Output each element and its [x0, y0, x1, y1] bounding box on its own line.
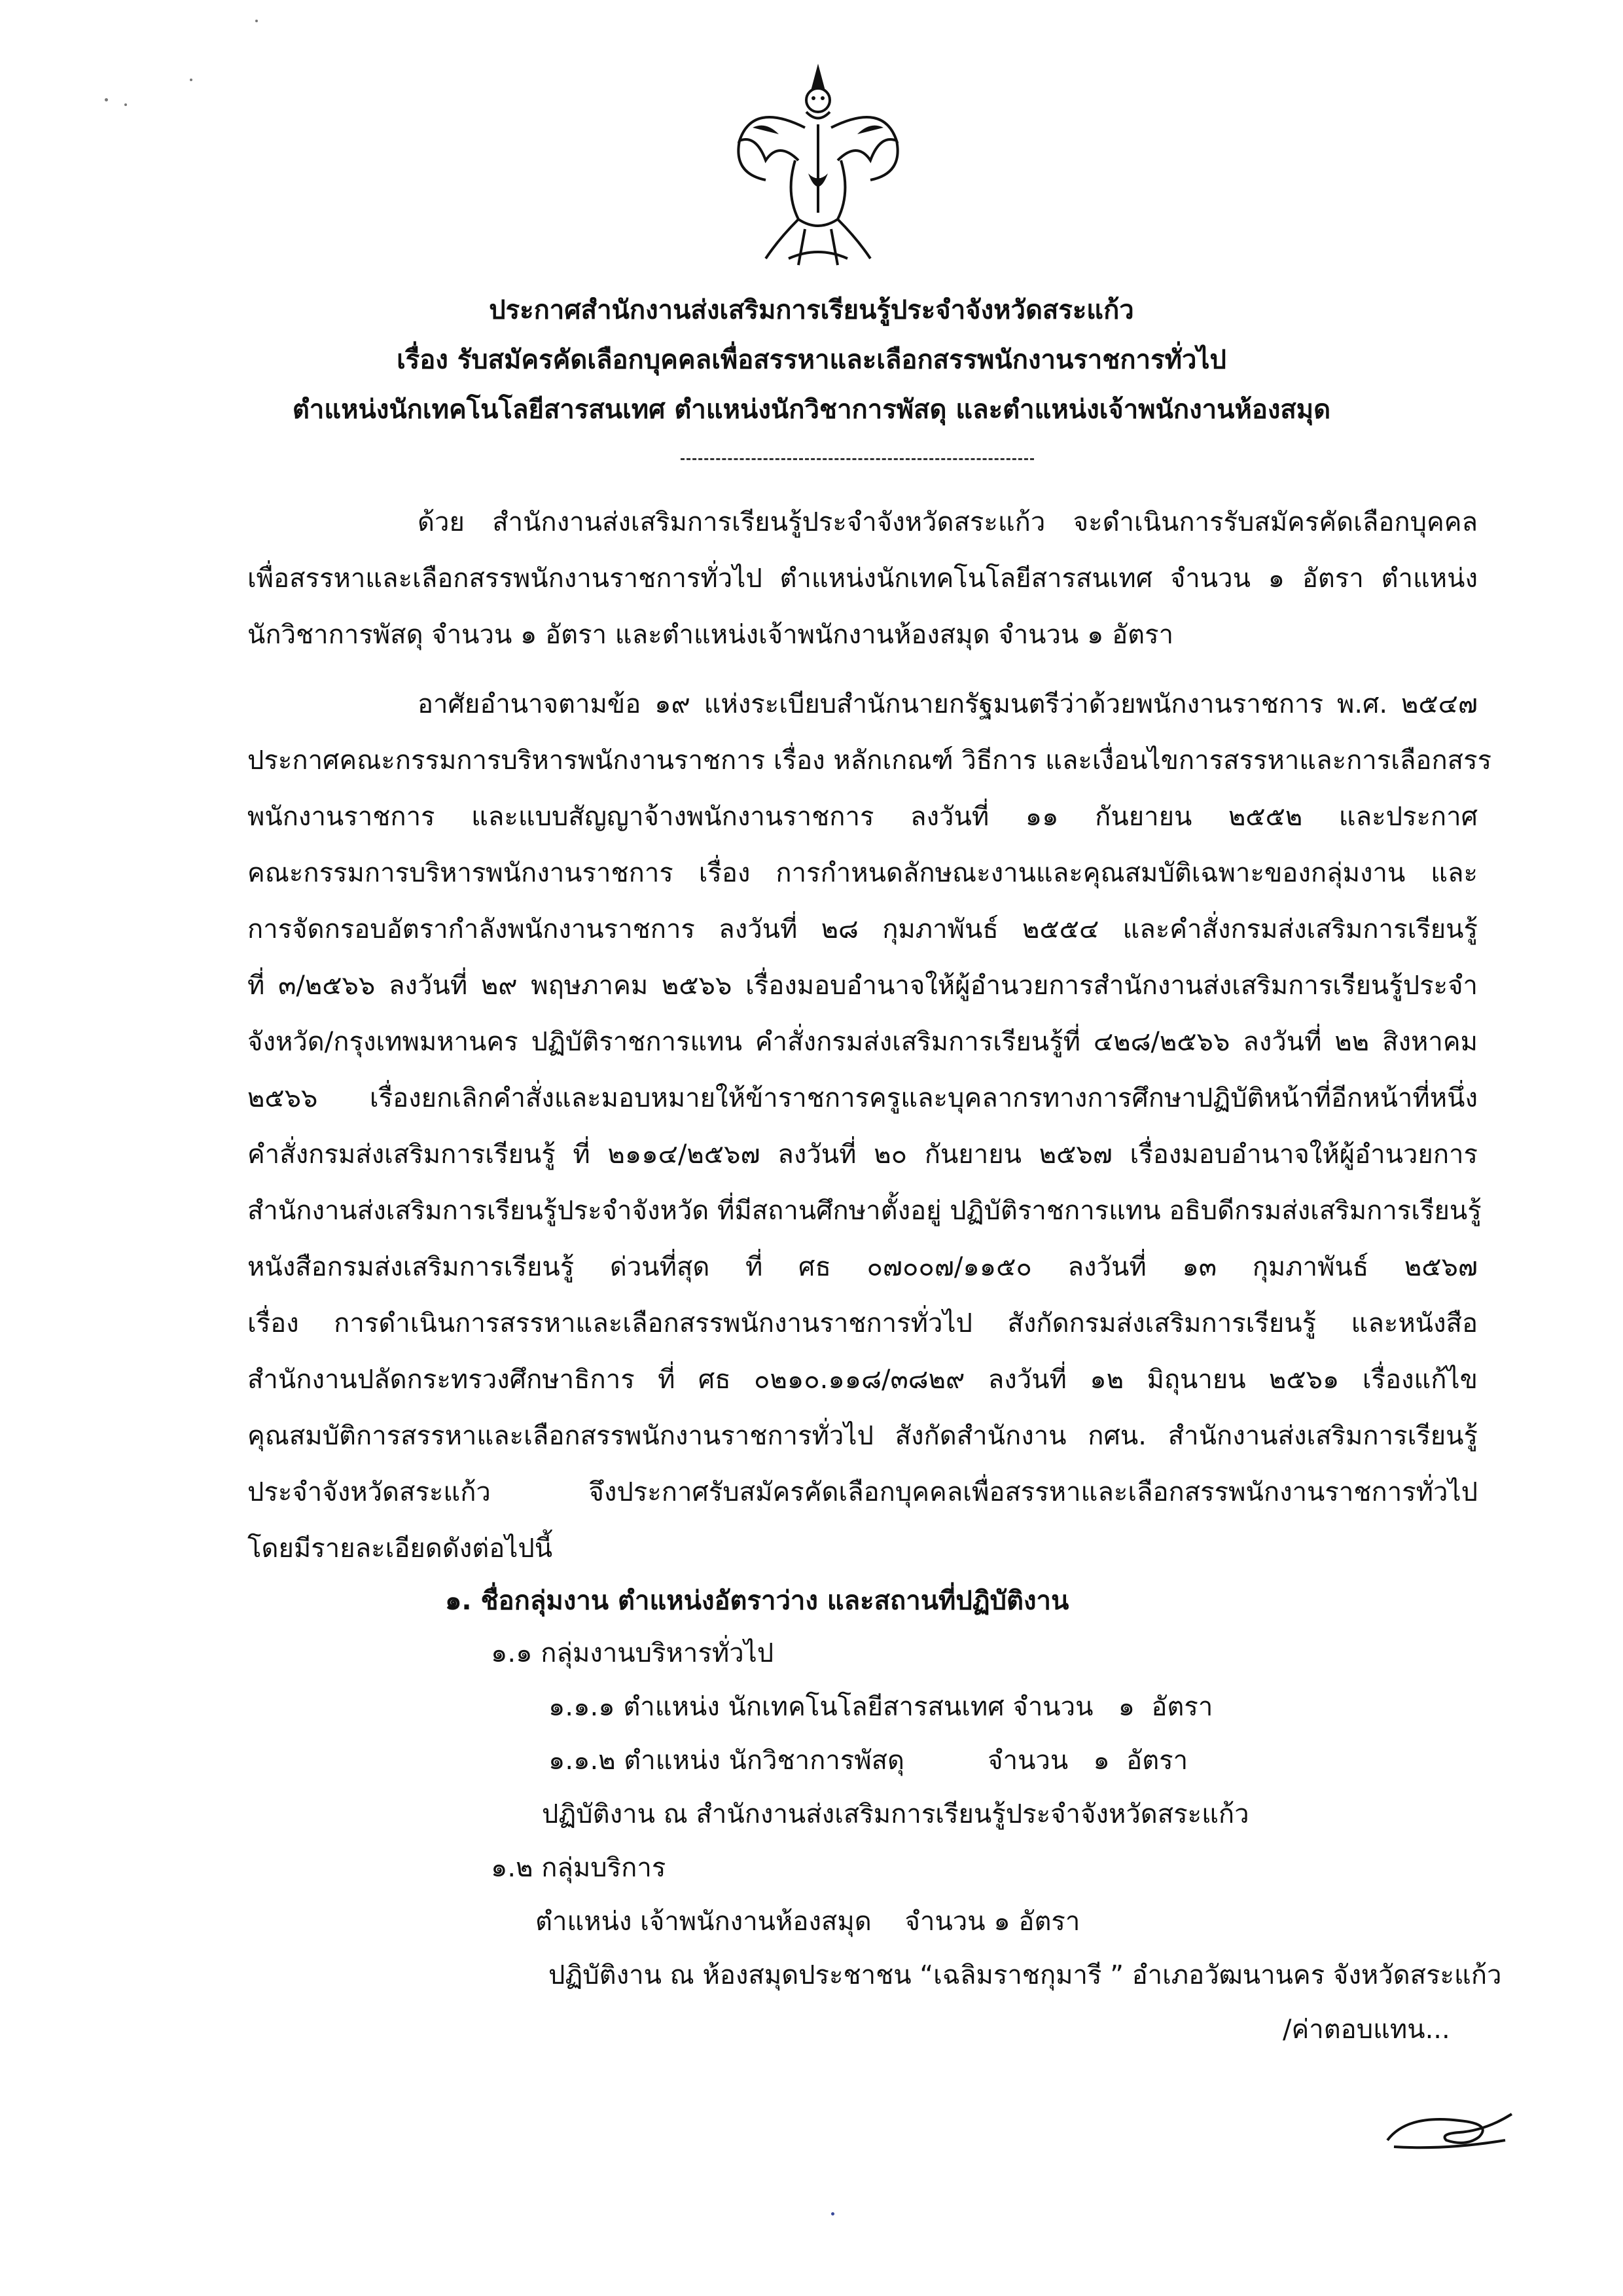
- para2-line: โดยมีรายละเอียดดังต่อไปนี้: [247, 1534, 553, 1564]
- para1-line: เพื่อสรรหาและเลือกสรรพนักงานราชการทั่วไป ตำแหน่งนักเทคโนโลยีสารสนเทศ จำนวน ๑ อัตรา ตำแหน่ง: [247, 564, 1478, 594]
- announcement-subject: เรื่อง รับสมัครคัดเลือกบุคคลเพื่อสรรหาและเลือกสรรพนักงานราชการทั่วไป: [397, 345, 1226, 375]
- para2-line: สำนักงานส่งเสริมการเรียนรู้ประจำจังหวัด ที่มีสถานศึกษาตั้งอยู่ ปฏิบัติราชการแทน อธิบดีกรมส่งเสริมการเรียนรู้: [247, 1196, 1482, 1226]
- para2-line: ที่ ๓/๒๕๖๖ ลงวันที่ ๒๙ พฤษภาคม ๒๕๖๖ เรื่องมอบอำนาจให้ผู้อำนวยการสำนักงานส่งเสริมการเรียนรู้ประจำ: [247, 971, 1478, 1001]
- group-title: ๑.๒ กลุ่มบริการ: [491, 1853, 666, 1883]
- para2-line: ประจำจังหวัดสระแก้ว จึงประกาศรับสมัครคัดเลือกบุคคลเพื่อสรรหาและเลือกสรรพนักงานราชการทั่วไป: [247, 1477, 1478, 1507]
- announcement-positions: ตำแหน่งนักเทคโนโลยีสารสนเทศ ตำแหน่งนักวิชาการพัสดุ และตำแหน่งเจ้าพนักงานห้องสมุด: [292, 395, 1331, 425]
- workplace: ปฏิบัติงาน ณ ห้องสมุดประชาชน “เฉลิมราชกุมารี ” อำเภอวัฒนานคร จังหวัดสระแก้ว: [548, 1960, 1502, 1990]
- group-title: ๑.๑ กลุ่มงานบริหารทั่วไป: [491, 1638, 774, 1668]
- para2-line: คุณสมบัติการสรรหาและเลือกสรรพนักงานราชการทั่วไป สังกัดสำนักงาน กศน. สำนักงานส่งเสริมการเรียนรู้: [247, 1421, 1478, 1451]
- announcement-title: ประกาศสำนักงานส่งเสริมการเรียนรู้ประจำจังหวัดสระแก้ว: [489, 295, 1134, 325]
- garuda-emblem-icon: [726, 62, 910, 272]
- para2-line: หนังสือกรมส่งเสริมการเรียนรู้ ด่วนที่สุด ที่ ศธ ๐๗๐๐๗/๑๑๕๐ ลงวันที่ ๑๓ กุมภาพันธ์ ๒๕๖๗: [247, 1252, 1478, 1282]
- position-item: ๑.๑.๑ ตำแหน่ง นักเทคโนโลยีสารสนเทศ จำนวน ๑ อัตรา: [548, 1692, 1213, 1722]
- para1-line: นักวิชาการพัสดุ จำนวน ๑ อัตรา และตำแหน่งเจ้าพนักงานห้องสมุด จำนวน ๑ อัตรา: [247, 620, 1174, 650]
- scan-speck: [831, 2212, 834, 2215]
- para2-line: ประกาศคณะกรรมการบริหารพนักงานราชการ เรื่อง หลักเกณฑ์ วิธีการ และเงื่อนไขการสรรหาและการเลือกสรร: [247, 745, 1492, 776]
- scan-speck: [190, 79, 192, 81]
- para2-line: พนักงานราชการ และแบบสัญญาจ้างพนักงานราชการ ลงวันที่ ๑๑ กันยายน ๒๕๕๒ และประกาศ: [247, 802, 1478, 832]
- section-heading: ๑. ชื่อกลุ่มงาน ตำแหน่งอัตราว่าง และสถานที่ปฏิบัติงาน: [445, 1586, 1069, 1616]
- workplace: ปฏิบัติงาน ณ สำนักงานส่งเสริมการเรียนรู้ประจำจังหวัดสระแก้ว: [542, 1799, 1249, 1829]
- para1-line: ด้วย สำนักงานส่งเสริมการเรียนรู้ประจำจังหวัดสระแก้ว จะดำเนินการรับสมัครคัดเลือกบุคคล: [418, 507, 1478, 537]
- para2-line: เรื่อง การดำเนินการสรรหาและเลือกสรรพนักงานราชการทั่วไป สังกัดกรมส่งเสริมการเรียนรู้ และหนังสือ: [247, 1308, 1478, 1338]
- para2-line: คำสั่งกรมส่งเสริมการเรียนรู้ ที่ ๒๑๑๔/๒๕๖๗ ลงวันที่ ๒๐ กันยายน ๒๕๖๗ เรื่องมอบอำนาจให้ผู้อำนวยการ: [247, 1139, 1478, 1170]
- title-divider: [681, 458, 1034, 460]
- scan-speck: [105, 98, 108, 101]
- position-item: ตำแหน่ง เจ้าพนักงานห้องสมุด จำนวน ๑ อัตรา: [535, 1907, 1080, 1937]
- scan-speck: [255, 20, 258, 22]
- para2-line: คณะกรรมการบริหารพนักงานราชการ เรื่อง การกำหนดลักษณะงานและคุณสมบัติเฉพาะของกลุ่มงาน และ: [247, 858, 1478, 888]
- para2-line: การจัดกรอบอัตรากำลังพนักงานราชการ ลงวันที่ ๒๘ กุมภาพันธ์ ๒๕๕๔ และคำสั่งกรมส่งเสริมการเรียนรู้: [247, 914, 1478, 944]
- scan-speck: [124, 103, 127, 106]
- para2-line: จังหวัด/กรุงเทพมหานคร ปฏิบัติราชการแทน คำสั่งกรมส่งเสริมการเรียนรู้ที่ ๔๒๘/๒๕๖๖ ลงวันที่ ๒๒ สิงหาคม: [247, 1027, 1478, 1057]
- para2-line: สำนักงานปลัดกระทรวงศึกษาธิการ ที่ ศธ ๐๒๑๐.๑๑๘/๓๘๒๙ ลงวันที่ ๑๒ มิถุนายน ๒๕๖๑ เรื่องแก้ไข: [247, 1365, 1478, 1395]
- signature-icon: [1381, 2101, 1525, 2160]
- position-item: ๑.๑.๒ ตำแหน่ง นักวิชาการพัสดุ จำนวน ๑ อัตรา: [548, 1746, 1188, 1776]
- para2-line: อาศัยอำนาจตามข้อ ๑๙ แห่งระเบียบสำนักนายกรัฐมนตรีว่าด้วยพนักงานราชการ พ.ศ. ๒๕๔๗: [418, 689, 1478, 719]
- para2-line: ๒๕๖๖ เรื่องยกเลิกคำสั่งและมอบหมายให้ข้าราชการครูและบุคลากรทางการศึกษาปฏิบัติหน้าที่อีกหน้าที่หนึ่ง: [247, 1083, 1478, 1113]
- page-continuation: /ค่าตอบแทน...: [1283, 2015, 1450, 2045]
